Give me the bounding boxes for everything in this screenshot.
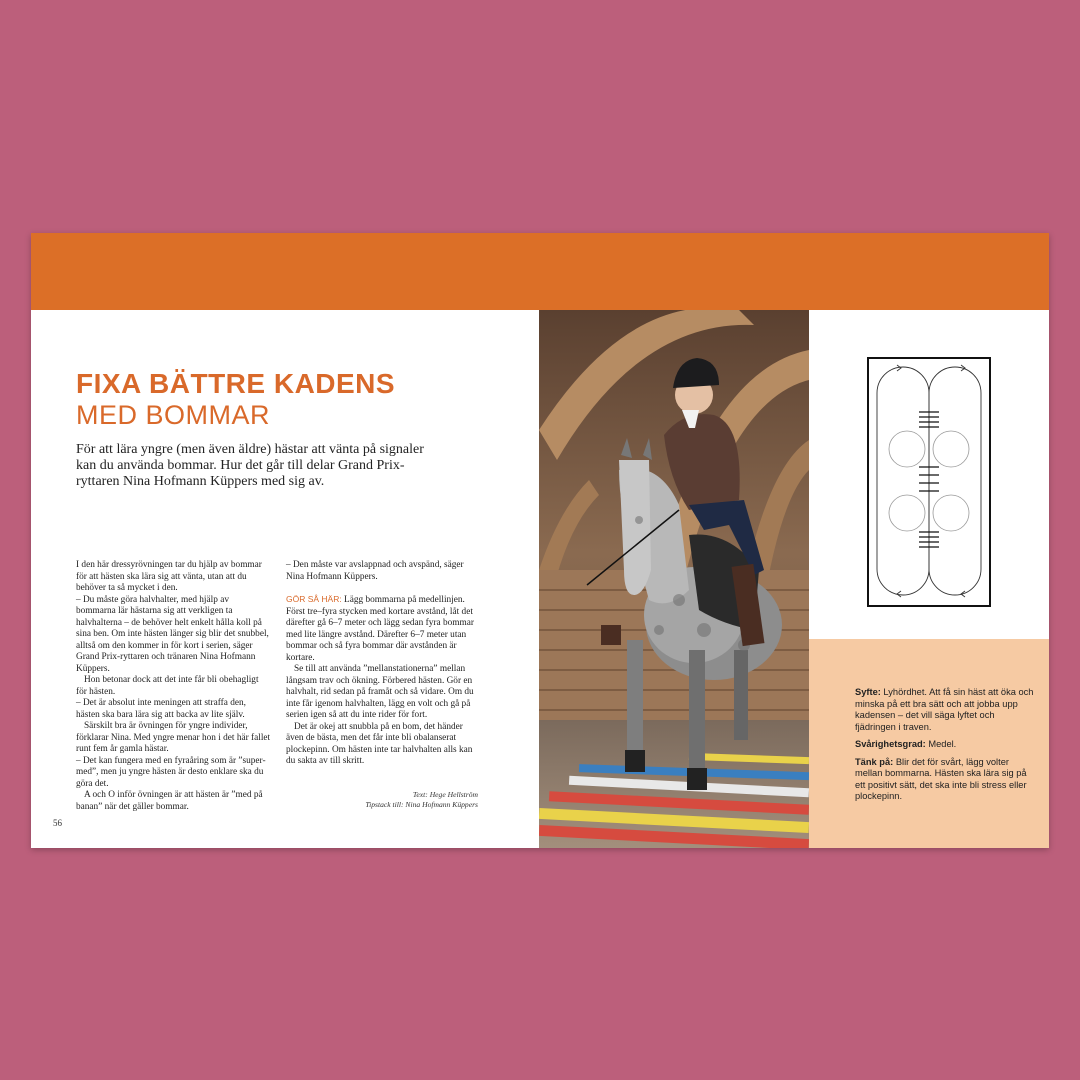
instructions-text: Lägg bommarna på medellinjen. Först tre–fyra stycken med kortare avstånd, låt det därefter gå 6–7 meter och lägg sedan fyra bommar med lite längre avstånd. Därefter 6–7 meter utan bommar och så fyra bommar där avstånden är kortare.: [286, 595, 474, 663]
article-ingress: För att lära yngre (men även äldre) hästar att vänta på signaler kan du använda bommar. Hur det går till delar Grand Prix-ryttaren Nina Hofmann Küppers med sig av.: [76, 442, 424, 489]
exercise-diagram: [867, 357, 991, 607]
magazine-spread: [31, 233, 1049, 848]
info-tip-label: Tänk på:: [855, 756, 894, 767]
info-box: [809, 639, 1049, 848]
byline-text: Text: Hege Hellström: [412, 790, 478, 799]
article-title: FIXA BÄTTRE KADENS: [76, 368, 396, 399]
body-paragraph: – Du måste göra halvhalter, med hjälp av bommarna lär hästarna sig att verkligen ta halvhalterna – de behöver helt enkelt hålla koll på sina ben. Om inte hästen länger sig blir det snubbel, alltså om den kommer in för kort i serien, säger Grand Prix-ryttaren och tränaren Nina Hofmann Küppers.: [76, 594, 269, 674]
byline: [321, 790, 478, 810]
info-difficulty: [855, 739, 1035, 751]
info-difficulty-label: Svårighetsgrad:: [855, 739, 926, 749]
body-column-1: [76, 560, 271, 813]
body-column-2: [286, 560, 481, 768]
body-paragraph: I den här dressyrövningen tar du hjälp av bommar för att hästen ska lära sig att vänta, utan att du behöver ta så mycket i den.: [76, 560, 262, 593]
body-paragraph: Särskilt bra är övningen för yngre individer, förklarar Nina. Med yngre menar hon i det här fallet runt fem år gamla hästar.: [76, 721, 271, 754]
body-paragraph: Hon betonar dock att det inte får bli obehagligt för hästen.: [76, 675, 259, 697]
body-paragraph: A och O inför övningen är att hästen är ”med på banan” när det gäller bommar.: [76, 790, 263, 812]
info-tip-text: Blir det för svårt, lägg volter mellan bommarna. Hästen ska lära sig på ett positivt sätt, det ska inte bli stress eller plockepinn.: [855, 756, 1027, 801]
instructions-label: GÖR SÅ HÄR:: [286, 594, 342, 604]
page-number: 56: [53, 818, 62, 828]
article-subtitle: MED BOMMAR: [76, 400, 270, 430]
byline-tips: Tipstack till: Nina Hofmann Küppers: [365, 800, 478, 809]
info-difficulty-text: Medel.: [925, 739, 957, 749]
body-paragraph: – Den måste var avslappnad och avspänd, säger Nina Hofmann Küppers.: [286, 560, 464, 582]
header-color-band: [31, 233, 1049, 310]
body-paragraph: – Det är absolut inte meningen att straffa den, hästen ska bara lära sig att backa av lite själv.: [76, 698, 246, 720]
instructions-paragraph: [286, 594, 481, 664]
info-tip: [855, 757, 1035, 803]
rider-horse-photo: [539, 310, 809, 848]
body-paragraph: – Det kan fungera med en fyraåring som är ”super-med”, men ju yngre hästen är desto enklare ska du göra det.: [76, 755, 266, 789]
body-paragraph: Se till att använda ”mellanstationerna” mellan långsam trav och ökning. Förbered hästen. Gör en halvhalt, rid sedan på framåt och så vidare. Om du inte får igenom halvhalten, lägg en volt och gå på serien igen så att du inte rider för fort.: [286, 664, 474, 720]
body-paragraph: Det är okej att snubbla på en bom, det händer även de bästa, men det får inte bli obalanserat plockepinn. Om hästen inte tar halvhalten alls kan du sakta av till skritt.: [286, 721, 473, 766]
info-text: [855, 687, 1035, 809]
info-purpose-label: Syfte:: [855, 687, 881, 697]
info-purpose: [855, 687, 1035, 733]
info-purpose-text: Lyhördhet. Att få sin häst att öka och minska på ett bra sätt och att jobba upp kadensen – det vill säga lyftet och fjädringen i traven.: [855, 687, 1034, 732]
